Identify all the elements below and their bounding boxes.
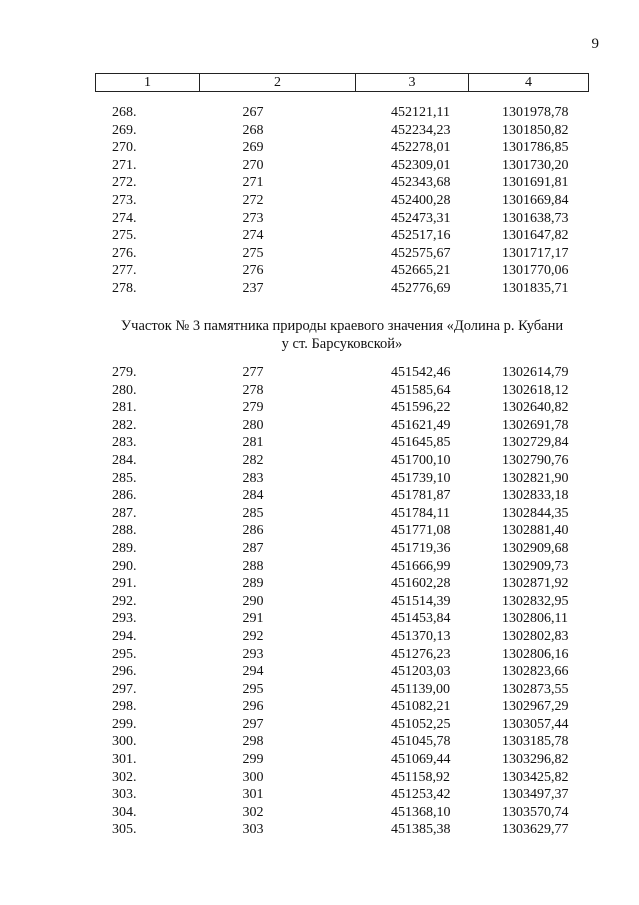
coordinate-x: 452776,69 [391,280,451,296]
table-row [95,558,589,576]
coordinate-x: 452473,31 [391,210,451,226]
table-row [95,593,589,611]
column-header-4: 4 [469,74,589,92]
point-number: 298 [242,734,264,750]
coordinate-y: 1302691,78 [502,417,569,433]
coordinate-y: 1302881,40 [502,523,569,539]
coordinate-x: 451781,87 [391,488,451,504]
point-number: 301 [242,787,264,803]
coordinate-x: 451585,64 [391,382,451,398]
row-number: 270. [112,140,137,156]
row-number: 305. [112,822,137,838]
coordinate-x: 451771,08 [391,523,451,539]
point-number: 281 [242,435,264,451]
coordinate-y: 1302832,95 [502,593,569,609]
coordinate-x: 451370,13 [391,628,451,644]
section-title-line-1: Участок № 3 памятника природы краевого значения «Долина р. Кубани [120,318,564,334]
coordinate-x: 451700,10 [391,452,451,468]
table-row [95,122,589,140]
coordinate-x: 451368,10 [391,804,451,820]
table-row [95,698,589,716]
coordinate-x: 451045,78 [391,734,451,750]
table-row [95,821,589,839]
point-number: 279 [242,400,264,416]
table-row [95,522,589,540]
point-number: 290 [242,593,264,609]
row-number: 277. [112,263,137,279]
row-number: 281. [112,400,137,416]
coordinate-x: 451276,23 [391,646,451,662]
row-number: 288. [112,523,137,539]
table-row [95,646,589,664]
coordinate-y: 1301717,17 [502,245,569,261]
row-number: 301. [112,752,137,768]
point-number: 269 [242,140,264,156]
coordinate-x: 451203,03 [391,664,451,680]
table-row [95,417,589,435]
row-number: 271. [112,157,137,173]
point-number: 276 [242,263,264,279]
row-number: 272. [112,175,137,191]
row-number: 287. [112,505,137,521]
table-row [95,804,589,822]
row-number: 295. [112,646,137,662]
column-header-row [96,74,589,92]
table-row [95,139,589,157]
coordinate-y: 1302909,73 [502,558,569,574]
coordinate-y: 1303185,78 [502,734,569,750]
coordinate-x: 451602,28 [391,576,451,592]
row-number: 274. [112,210,137,226]
table-row [95,174,589,192]
coordinate-y: 1303296,82 [502,752,569,768]
coordinate-x: 452517,16 [391,228,451,244]
row-number: 293. [112,611,137,627]
table-row [95,610,589,628]
coordinates-group-b [95,364,589,839]
row-number: 291. [112,576,137,592]
coordinate-y: 1302802,83 [502,628,569,644]
table-row [95,262,589,280]
point-number: 282 [242,452,264,468]
column-header-table [95,73,589,92]
column-header-3: 3 [356,74,469,92]
row-number: 286. [112,488,137,504]
coordinate-y: 1301786,85 [502,140,569,156]
coordinate-y: 1301638,73 [502,210,569,226]
row-number: 279. [112,365,137,380]
point-number: 272 [242,192,264,208]
coordinate-y: 1301850,82 [502,122,569,138]
table-row [95,434,589,452]
table-row [95,733,589,751]
table-row [95,716,589,734]
coordinate-x: 451385,38 [391,822,451,838]
row-number: 284. [112,452,137,468]
coordinate-x: 452121,11 [391,105,450,120]
coordinate-x: 452665,21 [391,263,451,279]
coordinate-x: 451069,44 [391,752,451,768]
coordinate-x: 451542,46 [391,365,451,380]
row-number: 289. [112,540,137,556]
coordinate-x: 451052,25 [391,716,451,732]
coordinate-x: 451596,22 [391,400,451,416]
coordinate-x: 451514,39 [391,593,451,609]
table-row [95,540,589,558]
coordinates-group-a [95,104,589,298]
table-row [95,452,589,470]
point-number: 295 [242,681,264,697]
coordinate-y: 1302833,18 [502,488,569,504]
coordinate-y: 1301647,82 [502,228,569,244]
row-number: 296. [112,664,137,680]
coordinate-x: 452400,28 [391,192,451,208]
coordinate-x: 452234,23 [391,122,451,138]
point-number: 299 [242,752,264,768]
coordinate-x: 452575,67 [391,245,451,261]
row-number: 292. [112,593,137,609]
table-row [95,575,589,593]
coordinate-y: 1301770,06 [502,263,569,279]
coordinate-y: 1301835,71 [502,280,569,296]
row-number: 290. [112,558,137,574]
point-number: 271 [242,175,264,191]
coordinate-x: 452309,01 [391,157,451,173]
coordinate-y: 1303497,37 [502,787,569,803]
table-row [95,210,589,228]
coordinate-x: 451621,49 [391,417,451,433]
coordinate-y: 1302873,55 [502,681,569,697]
coordinate-y: 1303425,82 [502,769,569,785]
coordinate-y: 1302823,66 [502,664,569,680]
coordinate-y: 1302729,84 [502,435,569,451]
point-number: 275 [242,245,264,261]
table-row [95,382,589,400]
table-row [95,192,589,210]
coordinate-x: 451666,99 [391,558,451,574]
coordinate-y: 1302806,16 [502,646,569,662]
point-number: 237 [242,280,264,296]
row-number: 275. [112,228,137,244]
row-number: 297. [112,681,137,697]
table-row [95,505,589,523]
coordinate-y: 1302821,90 [502,470,569,486]
point-number: 297 [242,716,264,732]
point-number: 302 [242,804,264,820]
table-row [95,769,589,787]
section-title [95,317,589,353]
column-header-2: 2 [200,74,356,92]
point-number: 287 [242,540,264,556]
coordinate-x: 452278,01 [391,140,451,156]
row-number: 278. [112,280,137,296]
row-number: 302. [112,769,137,785]
row-number: 299. [112,716,137,732]
row-number: 276. [112,245,137,261]
point-number: 267 [242,105,264,120]
coordinate-y: 1302909,68 [502,540,569,556]
coordinate-y: 1301978,78 [502,105,569,120]
point-number: 268 [242,122,264,138]
point-number: 274 [242,228,264,244]
point-number: 294 [242,664,264,680]
coordinate-y: 1302614,79 [502,365,569,380]
table-row [95,470,589,488]
coordinate-x: 451158,92 [391,769,450,785]
coordinate-x: 451739,10 [391,470,451,486]
point-number: 286 [242,523,264,539]
coordinate-x: 451082,21 [391,699,451,715]
coordinate-x: 451784,11 [391,505,450,521]
table-row [95,786,589,804]
row-number: 294. [112,628,137,644]
point-number: 273 [242,210,264,226]
coordinate-y: 1302844,35 [502,505,569,521]
table-row [95,399,589,417]
coordinate-x: 451139,00 [391,681,450,697]
coordinate-y: 1303057,44 [502,716,569,732]
column-header-1: 1 [96,74,200,92]
point-number: 300 [242,769,264,785]
coordinate-y: 1301669,84 [502,192,569,208]
coordinate-x: 451645,85 [391,435,451,451]
table-row [95,227,589,245]
point-number: 280 [242,417,264,433]
point-number: 278 [242,382,264,398]
row-number: 285. [112,470,137,486]
row-number: 273. [112,192,137,208]
coordinate-x: 452343,68 [391,175,451,191]
coordinate-x: 451453,84 [391,611,451,627]
point-number: 296 [242,699,264,715]
point-number: 270 [242,157,264,173]
coordinate-y: 1303629,77 [502,822,569,838]
point-number: 277 [242,365,264,380]
coordinate-x: 451719,36 [391,540,451,556]
table-row [95,157,589,175]
table-row [95,104,589,122]
table-row [95,280,589,298]
point-number: 303 [242,822,264,838]
page-number: 9 [591,36,599,52]
row-number: 268. [112,105,137,120]
coordinate-y: 1302967,29 [502,699,569,715]
point-number: 289 [242,576,264,592]
table-row [95,487,589,505]
coordinate-y: 1302790,76 [502,452,569,468]
coordinate-x: 451253,42 [391,787,451,803]
point-number: 293 [242,646,264,662]
row-number: 303. [112,787,137,803]
coordinate-y: 1301691,81 [502,175,569,191]
coordinate-y: 1302806,11 [502,611,568,627]
point-number: 285 [242,505,264,521]
table-row [95,681,589,699]
row-number: 280. [112,382,137,398]
point-number: 288 [242,558,264,574]
table-row [95,364,589,382]
point-number: 292 [242,628,264,644]
coordinate-y: 1302871,92 [502,576,569,592]
row-number: 282. [112,417,137,433]
coordinate-y: 1302618,12 [502,382,569,398]
point-number: 284 [242,488,264,504]
table-row [95,628,589,646]
row-number: 298. [112,699,137,715]
section-title-line-2: у ст. Барсуковской» [281,336,403,352]
table-row [95,751,589,769]
row-number: 269. [112,122,137,138]
row-number: 304. [112,804,137,820]
table-row [95,245,589,263]
row-number: 283. [112,435,137,451]
point-number: 283 [242,470,264,486]
coordinate-y: 1303570,74 [502,804,569,820]
coordinate-y: 1302640,82 [502,400,569,416]
row-number: 300. [112,734,137,750]
point-number: 291 [242,611,264,627]
table-row [95,663,589,681]
coordinate-y: 1301730,20 [502,157,569,173]
